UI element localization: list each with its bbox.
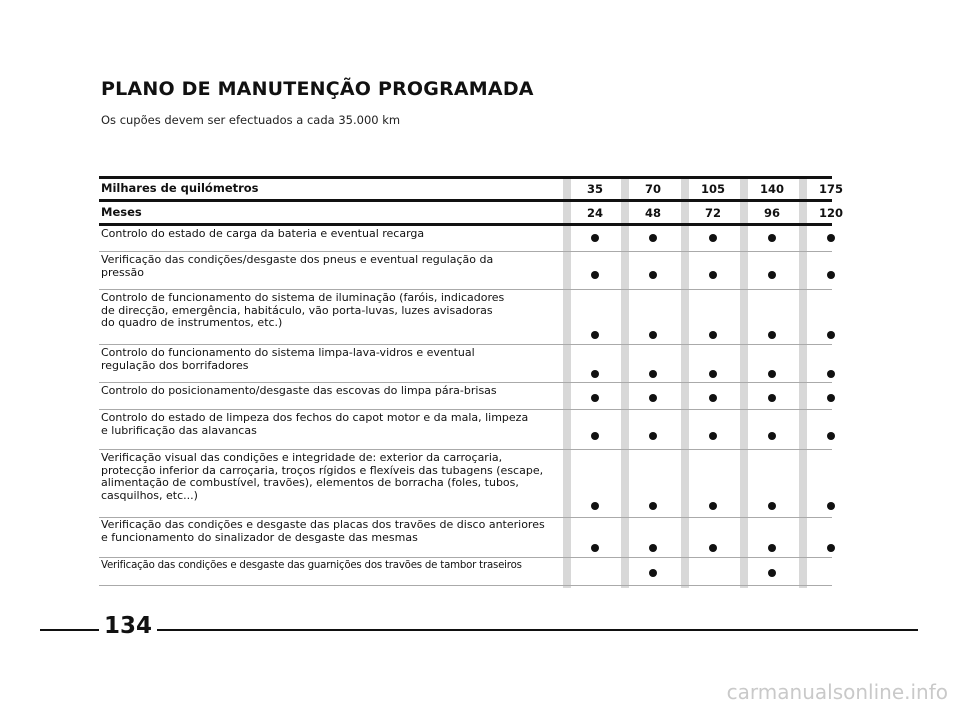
month-value: 120	[818, 206, 843, 220]
row-label-line: Controlo de funcionamento do sistema de iluminação (faróis, indicadores	[101, 291, 505, 304]
km-value: 140	[759, 182, 784, 196]
maintenance-dot	[768, 370, 776, 378]
maintenance-dot	[768, 331, 776, 339]
maintenance-dot	[768, 394, 776, 402]
column-stripe	[621, 179, 629, 588]
row-label	[101, 560, 556, 573]
maintenance-dot	[591, 544, 599, 552]
page-number: 134	[99, 613, 157, 639]
table-rule	[99, 223, 832, 226]
km-header-label: Milhares de quilómetros	[101, 181, 259, 195]
row-label-line: alimentação de combustível, travões), elementos de borracha (foles, tubos,	[101, 476, 519, 490]
maintenance-dot	[768, 569, 776, 577]
maintenance-dot	[827, 271, 835, 279]
watermark-text: carmanualsonline.info	[726, 680, 948, 704]
row-label-line: regulação dos borrifadores	[101, 358, 249, 372]
column-stripe	[799, 179, 807, 588]
maintenance-dot	[768, 502, 776, 510]
row-label-line: Controlo do funcionamento do sistema limpa-lava-vidros e eventual	[101, 346, 475, 359]
km-value: 105	[700, 182, 725, 196]
km-value: 70	[644, 182, 661, 196]
maintenance-dot	[827, 502, 835, 510]
footer-rule-right	[156, 629, 918, 631]
row-label-line: Controlo do posicionamento/desgaste das escovas do limpa pára-brisas	[101, 384, 497, 397]
row-label-line: de direcção, emergência, habitáculo, vão porta-luvas, luzes avisadoras	[101, 303, 493, 317]
maintenance-dot	[768, 544, 776, 552]
maintenance-dot	[768, 271, 776, 279]
maintenance-dot	[709, 502, 717, 510]
row-label	[101, 254, 556, 279]
maintenance-dot	[649, 370, 657, 378]
maintenance-dot	[709, 271, 717, 279]
column-stripe	[563, 179, 571, 588]
row-label	[101, 385, 556, 398]
footer-rule-left	[40, 629, 100, 631]
row-label-line: Verificação das condições e desgaste das placas dos travões de disco anteriores	[101, 518, 545, 531]
row-label	[101, 452, 556, 502]
row-label	[101, 228, 556, 241]
maintenance-dot	[649, 569, 657, 577]
row-label-line: Controlo do estado de limpeza dos fechos do capot motor e da mala, limpeza	[101, 411, 529, 424]
month-value: 24	[586, 206, 603, 220]
maintenance-dot	[768, 432, 776, 440]
table-rule	[99, 176, 832, 179]
row-label-line: protecção inferior da carroçaria, troços rígidos e flexíveis das tubagens (escape,	[101, 463, 544, 477]
row-divider	[99, 585, 832, 586]
maintenance-dot	[649, 432, 657, 440]
month-value: 48	[644, 206, 661, 220]
row-divider	[99, 409, 832, 410]
row-label-line: Verificação das condições e desgaste das guarnições dos travões de tambor traseiros	[101, 560, 522, 571]
maintenance-dot	[649, 544, 657, 552]
maintenance-dot	[768, 234, 776, 242]
maintenance-dot	[649, 394, 657, 402]
row-label	[101, 519, 556, 544]
page-title: PLANO DE MANUTENÇÃO PROGRAMADA	[101, 78, 534, 100]
row-divider	[99, 382, 832, 383]
maintenance-dot	[709, 370, 717, 378]
page-subtitle: Os cupões devem ser efectuados a cada 35.000 km	[101, 113, 401, 127]
row-label-line: casquilhos, etc...)	[101, 488, 198, 502]
maintenance-dot	[591, 370, 599, 378]
row-label-line: pressão	[101, 265, 144, 279]
table-rule	[99, 199, 832, 202]
column-stripe	[740, 179, 748, 588]
maintenance-dot	[827, 370, 835, 378]
maintenance-dot	[591, 234, 599, 242]
column-stripe	[681, 179, 689, 588]
row-label	[101, 347, 556, 372]
maintenance-dot	[649, 331, 657, 339]
maintenance-dot	[827, 432, 835, 440]
maintenance-dot	[649, 502, 657, 510]
maintenance-dot	[709, 544, 717, 552]
row-label	[101, 292, 556, 330]
km-value: 35	[586, 182, 603, 196]
row-divider	[99, 251, 832, 252]
maintenance-dot	[827, 544, 835, 552]
maintenance-dot	[709, 234, 717, 242]
row-label-line: do quadro de instrumentos, etc.)	[101, 316, 283, 330]
maintenance-dot	[827, 234, 835, 242]
maintenance-dot	[827, 394, 835, 402]
row-label	[101, 412, 556, 437]
maintenance-dot	[591, 502, 599, 510]
maintenance-dot	[827, 331, 835, 339]
row-label-line: e funcionamento do sinalizador de desgaste das mesmas	[101, 530, 418, 544]
row-label-line: Verificação visual das condições e integridade de: exterior da carroçaria,	[101, 451, 503, 464]
maintenance-table	[99, 176, 843, 588]
maintenance-dot	[709, 331, 717, 339]
maintenance-dot	[591, 331, 599, 339]
maintenance-dot	[649, 271, 657, 279]
maintenance-dot	[591, 432, 599, 440]
maintenance-dot	[649, 234, 657, 242]
row-label-line: Verificação das condições/desgaste dos pneus e eventual regulação da	[101, 253, 494, 266]
row-divider	[99, 449, 832, 450]
row-divider	[99, 344, 832, 345]
month-value: 72	[704, 206, 721, 220]
row-label-line: e lubrificação das alavancas	[101, 423, 257, 437]
maintenance-dot	[591, 271, 599, 279]
row-label-line: Controlo do estado de carga da bateria e eventual recarga	[101, 227, 425, 240]
km-value: 175	[818, 182, 843, 196]
row-divider	[99, 289, 832, 290]
maintenance-dot	[709, 394, 717, 402]
maintenance-dot	[709, 432, 717, 440]
month-value: 96	[763, 206, 780, 220]
maintenance-dot	[591, 394, 599, 402]
months-header-label: Meses	[101, 205, 142, 219]
row-divider	[99, 557, 832, 558]
